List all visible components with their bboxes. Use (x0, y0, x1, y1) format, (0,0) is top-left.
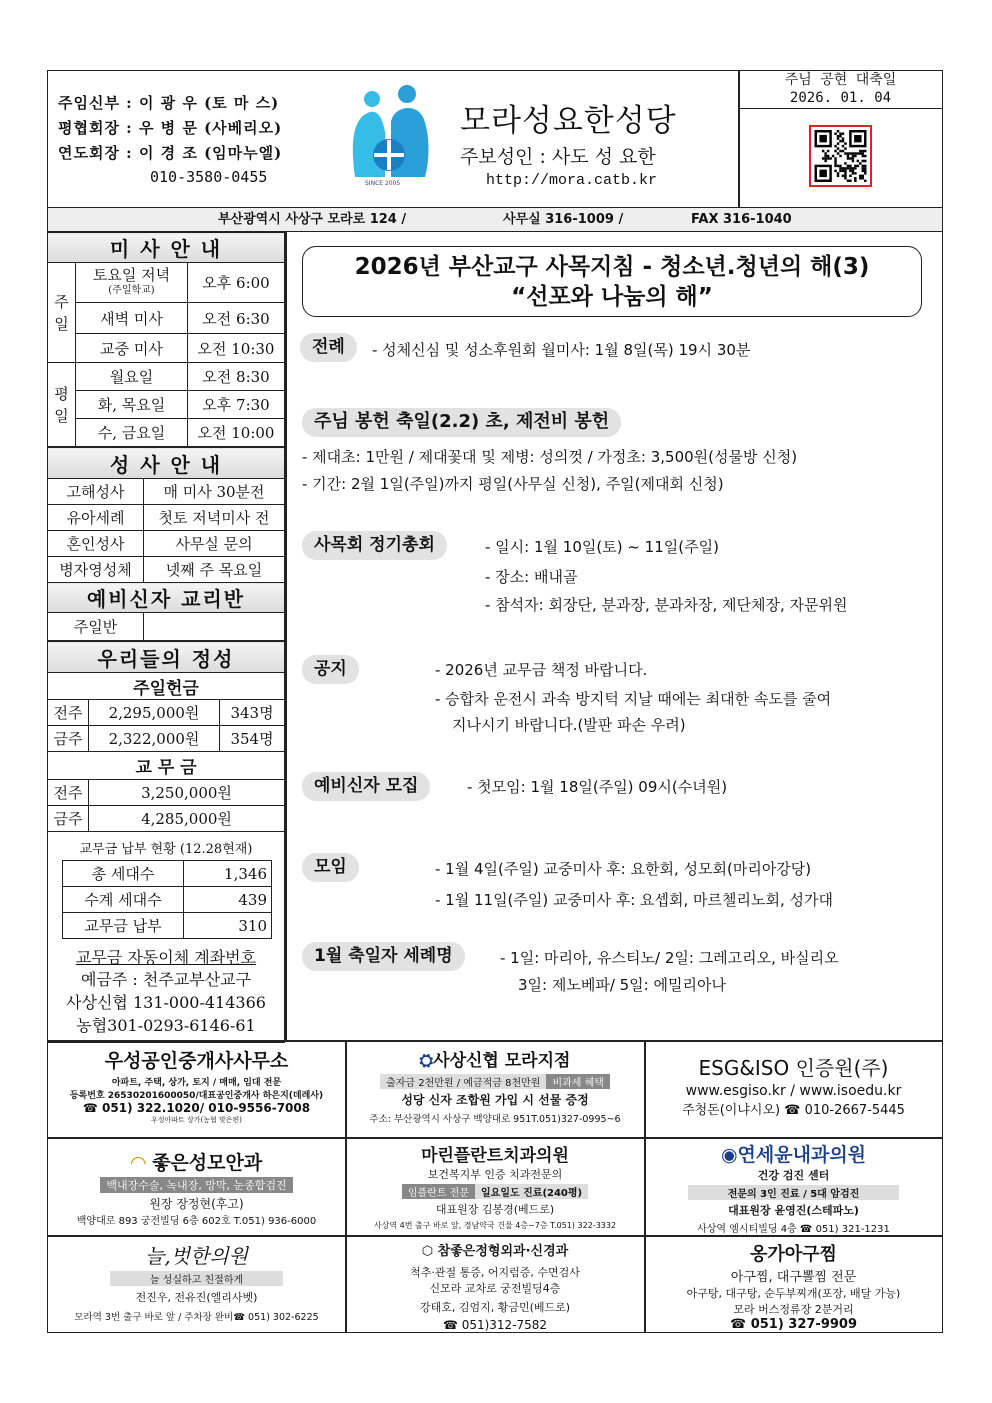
sacrament-schedule (47, 447, 285, 641)
church-url[interactable]: http://mora.catb.kr (486, 172, 658, 189)
divider (47, 1235, 943, 1237)
mass-name: 새벽 미사 (76, 303, 188, 334)
amount: 3,250,000원 (89, 780, 285, 806)
offering-title: 우리들의 정성 (48, 642, 285, 673)
mass-time: 오후 6:00 (188, 263, 285, 303)
ad-title: 옹가아구찜 (750, 1244, 837, 1265)
qr-code[interactable] (809, 125, 872, 187)
catechumen-title: 예비신자 교리반 (48, 583, 285, 613)
mass-name: 교중 미사 (76, 334, 188, 363)
pastor: 주임신부 : 이 광 우 (토 마 스) (58, 94, 280, 112)
section-line: - 2026년 교무금 책정 바랍니다. (435, 661, 648, 679)
sacrament-info: 넷째 주 목요일 (144, 557, 285, 583)
ad-line: 백양대로 893 궁전빌딩 6층 602호 T.051) 936-6000 (76, 1216, 317, 1227)
patron-saint: 주보성인 : 사도 성 요한 (460, 146, 656, 168)
section-council-label: 사목회 정기총회 (302, 531, 447, 560)
ad-sub: 아구찜, 대구뽈찜 전문 (730, 1270, 857, 1285)
ad-oriental-clinic[interactable] (48, 1240, 345, 1323)
people: 354명 (220, 726, 285, 752)
ad-line: 척추·관절 통증, 어지럼증, 수면검사 (410, 1266, 580, 1279)
clinic-logo-icon: ◉ (720, 1144, 738, 1166)
fax: FAX 316-1040 (691, 212, 792, 227)
status-value: 439 (184, 887, 272, 913)
council-president: 평협회장 : 우 병 문 (사베리오) (58, 119, 283, 137)
section-line: - 1일: 마리아, 유스티노/ 2일: 그레고리오, 바실리오 (500, 949, 839, 967)
people: 343명 (220, 700, 285, 726)
ad-title: 마린플란트치과의원 (421, 1146, 569, 1166)
account-holder: 예금주 : 천주교부산교구 (80, 970, 252, 989)
week: 전주 (48, 700, 89, 726)
ad-credit-union[interactable] (346, 1046, 644, 1125)
offering-table (47, 641, 285, 832)
amount: 4,285,000원 (89, 806, 285, 832)
ad-line: www.esgiso.kr / www.isoedu.kr (685, 1083, 902, 1099)
feast-name: 주님 공현 대축일 (784, 72, 897, 88)
ad-bar: 백내장수술, 녹내장, 망막, 눈종합검진 (100, 1177, 292, 1193)
section-line: - 승합차 운전시 과속 방지턱 지날 때에는 최대한 속도를 줄여 (435, 690, 832, 708)
ad-line: 주소: 부산광역시 사상구 백양대로 951T.051)327-0995~6 (369, 1114, 621, 1125)
office-phone: 사무실 316-1009 / (503, 212, 624, 227)
section-line: - 장소: 배내골 (485, 568, 578, 586)
mass-time: 오전 10:30 (188, 334, 285, 363)
dues-status-title: 교무금 납부 현황 (12.28현재) (79, 842, 253, 857)
ad-line: 우성아파트 상가(농협 맞은편) (150, 1116, 243, 1124)
section-line: - 제대초: 1만원 / 제대꽃대 및 제병: 성의껏 / 가정초: 3,500원(성물방 신청) (302, 448, 798, 466)
title-line2: “선포와 나눔의 해” (511, 284, 713, 310)
orthopedic-logo-icon: ⬡ (421, 1244, 434, 1259)
ad-line: ☎ 051)312-7582 (442, 1318, 548, 1332)
address-bar (48, 207, 942, 232)
ad-title: 사상신협 모라지점 (433, 1051, 571, 1071)
title-line1: 2026년 부산교구 사목지침 - 청소년.청년의 해(3) (354, 254, 870, 280)
ad-eye-clinic[interactable] (48, 1148, 345, 1227)
ad-line: 전진우, 전유진(엘리사벳) (135, 1291, 258, 1304)
account-number: 농협301-0293-6146-61 (76, 1016, 256, 1035)
status-label: 교무금 납부 (63, 913, 184, 939)
ad-line: ☎ 051) 322.1020/ 010-9556-7008 (82, 1101, 311, 1115)
status-label: 수계 세대수 (63, 887, 184, 913)
ad-esg-iso[interactable] (645, 1052, 942, 1118)
section-line: - 1월 4일(주일) 교중미사 후: 요한회, 성모회(마리아강당) (435, 860, 812, 878)
date-box (739, 71, 942, 109)
mass-note: (주일학교) (108, 284, 155, 296)
eye-logo-icon: ◠ (130, 1152, 146, 1174)
sacrament-name: 혼인성사 (48, 531, 144, 557)
catechumen-info (144, 613, 285, 641)
section-recruit-label: 예비신자 모집 (302, 772, 430, 801)
mass-schedule (47, 232, 285, 447)
mass-time: 오후 7:30 (188, 391, 285, 419)
logo-since: SINCE 2005 (365, 180, 401, 187)
ad-bar: 일요일도 진료(240평) (475, 1184, 588, 1199)
dues-status-box (47, 832, 285, 1043)
sunday-offering-title: 주일헌금 (48, 673, 285, 700)
ad-line: 대표원장 윤영진(스테파노) (728, 1204, 859, 1217)
section-line: - 1월 11일(주일) 교중미사 후: 요셉회, 마르첼리노회, 성가대 (435, 891, 834, 909)
mass-name: 월요일 (76, 363, 188, 391)
left-column (47, 232, 285, 1043)
amount: 2,295,000원 (89, 700, 220, 726)
ad-bar: 늘 성실하고 친절하게 (110, 1271, 283, 1286)
section-line: 지나시기 바랍니다.(발판 파손 우려) (452, 716, 686, 734)
mass-time: 오전 10:00 (188, 419, 285, 447)
status-label: 총 세대수 (63, 861, 184, 887)
section-meeting-label: 모임 (302, 853, 359, 882)
mass-time: 오전 6:30 (188, 303, 285, 334)
ad-sub: 보건복지부 인증 치과전문의 (427, 1168, 563, 1181)
account-title: 교무금 자동이체 계좌번호 (75, 948, 257, 967)
sacrament-title: 성 사 안 내 (48, 448, 285, 479)
sunday-label: 주 일 (48, 263, 76, 363)
section-line: - 성체신심 및 성소후원회 월미사: 1월 8일(목) 19시 30분 (372, 341, 751, 359)
ad-title: 우성공인중개사사무소 (104, 1050, 289, 1072)
ad-bar: 비과세 혜택 (546, 1074, 609, 1089)
sacrament-name: 병자영성체 (48, 557, 144, 583)
section-line: - 참석자: 회장단, 분과장, 분과차장, 제단체장, 자문위원 (485, 596, 848, 614)
account-number: 사상신협 131-000-414366 (66, 993, 266, 1012)
ad-title: 참좋은정형외과·신경과 (437, 1244, 569, 1259)
divider (285, 232, 287, 1040)
ad-line: 대표원장 김봉경(베드로) (435, 1203, 555, 1216)
ad-line: 모라 버스정류장 2분거리 (733, 1303, 854, 1316)
section-line: 3일: 제노베파/ 5일: 에밀리아나 (518, 976, 726, 994)
mass-title: 미 사 안 내 (48, 233, 285, 263)
mass-time: 오전 8:30 (188, 363, 285, 391)
ad-internal-clinic[interactable] (645, 1140, 942, 1235)
section-notice-label: 공지 (302, 655, 359, 684)
catechumen-class: 주일반 (48, 613, 144, 641)
section-liturgy-label: 전례 (300, 333, 357, 362)
ad-line: ☎ 051) 327-9909 (729, 1317, 858, 1332)
ad-bar: 출자금 2천만원 / 예금적금 8천만원 (380, 1074, 546, 1089)
phone: 010-3580-0455 (150, 168, 268, 186)
ad-line: 등록번호 26530201600050/대표공인중개사 하은지(데레사) (69, 1091, 324, 1101)
ad-title: 연세윤내과의원 (737, 1144, 867, 1166)
memorial-president: 연도회장 : 이 경 조 (임마누엘) (58, 144, 283, 162)
section-feast-names-label: 1월 축일자 세례명 (302, 942, 465, 971)
section-line: - 일시: 1월 10일(토) ~ 11일(주일) (485, 538, 719, 556)
ad-orthopedic[interactable] (346, 1240, 644, 1332)
dues-status-table (62, 860, 272, 939)
divider (47, 1137, 943, 1139)
church-logo (345, 82, 435, 192)
ad-title: 좋은성모안과 (152, 1152, 263, 1174)
mass-name: 수, 금요일 (76, 419, 188, 447)
ad-bar: 임플란트 전문 (402, 1184, 475, 1199)
week: 금주 (48, 726, 89, 752)
ad-sub: 건강 검진 센터 (757, 1169, 830, 1182)
section-line: - 첫모임: 1월 18일(주일) 09시(수녀원) (467, 778, 728, 796)
ad-bar: 전문의 3인 진료 / 5대 암검진 (688, 1185, 900, 1200)
ad-line: 주청돈(이냐시오) ☎ 010-2667-5445 (682, 1103, 905, 1118)
ad-dental[interactable] (346, 1141, 644, 1231)
sacrament-info: 첫토 저녁미사 전 (144, 505, 285, 531)
dues-title: 교 무 금 (48, 752, 285, 780)
sacrament-name: 고해성사 (48, 479, 144, 505)
address: 부산광역시 사상구 모라로 124 / (218, 212, 407, 227)
week: 전주 (48, 780, 89, 806)
ad-title: ESG&ISO 인증원(주) (698, 1056, 889, 1080)
ad-title: 늘,벗한의원 (145, 1244, 248, 1268)
ad-line: 강태호, 김엄지, 황금민(베드로) (419, 1301, 571, 1314)
sacrament-name: 유아세례 (48, 505, 144, 531)
sacrament-info: 매 미사 30분전 (144, 479, 285, 505)
ad-restaurant[interactable] (645, 1240, 942, 1332)
ad-line: 성당 신자 조합원 가입 시 선물 증정 (401, 1093, 589, 1107)
status-value: 310 (184, 913, 272, 939)
ad-line: 모라역 3번 출구 바로 앞 / 주차장 완비☎ 051) 302-6225 (74, 1312, 319, 1323)
bulletin-date: 2026. 01. 04 (789, 90, 892, 106)
weekday-label: 평 일 (48, 363, 76, 447)
section-presentation-label: 주님 봉헌 축일(2.2) 초, 제전비 봉헌 (302, 408, 621, 437)
ad-line: 아파트, 주택, 상가, 토지 / 매매, 임대 전문 (111, 1078, 282, 1088)
mass-name: 화, 목요일 (76, 391, 188, 419)
ad-realty[interactable] (48, 1046, 345, 1125)
ad-line: 사상역 4번 출구 바로 앞, 경남약국 건물 4층~7층 T.051) 322-3332 (373, 1221, 617, 1230)
mass-name: 토요일 저녁 (92, 265, 171, 284)
amount: 2,322,000원 (89, 726, 220, 752)
pastoral-title-box (302, 246, 922, 317)
credit-union-logo-icon: ⛭ (419, 1051, 434, 1071)
ad-line: 신모라 교차로 궁전빌딩4층 (429, 1282, 561, 1295)
ad-line: 사상역 엠시티빌딩 4층 ☎ 051) 321-1231 (697, 1224, 890, 1235)
ad-line: 원장 장정현(후고) (149, 1197, 244, 1211)
status-value: 1,346 (184, 861, 272, 887)
divider (47, 1040, 943, 1042)
sacrament-info: 사무실 문의 (144, 531, 285, 557)
ad-line: 아구탕, 대구탕, 순두부찌개(포장, 배달 가능) (686, 1287, 901, 1300)
week: 금주 (48, 806, 89, 832)
church-name: 모라성요한성당 (460, 103, 677, 139)
section-line: - 기간: 2월 1일(주일)까지 평일(사무실 신청), 주일(제대회 신청) (302, 475, 724, 493)
